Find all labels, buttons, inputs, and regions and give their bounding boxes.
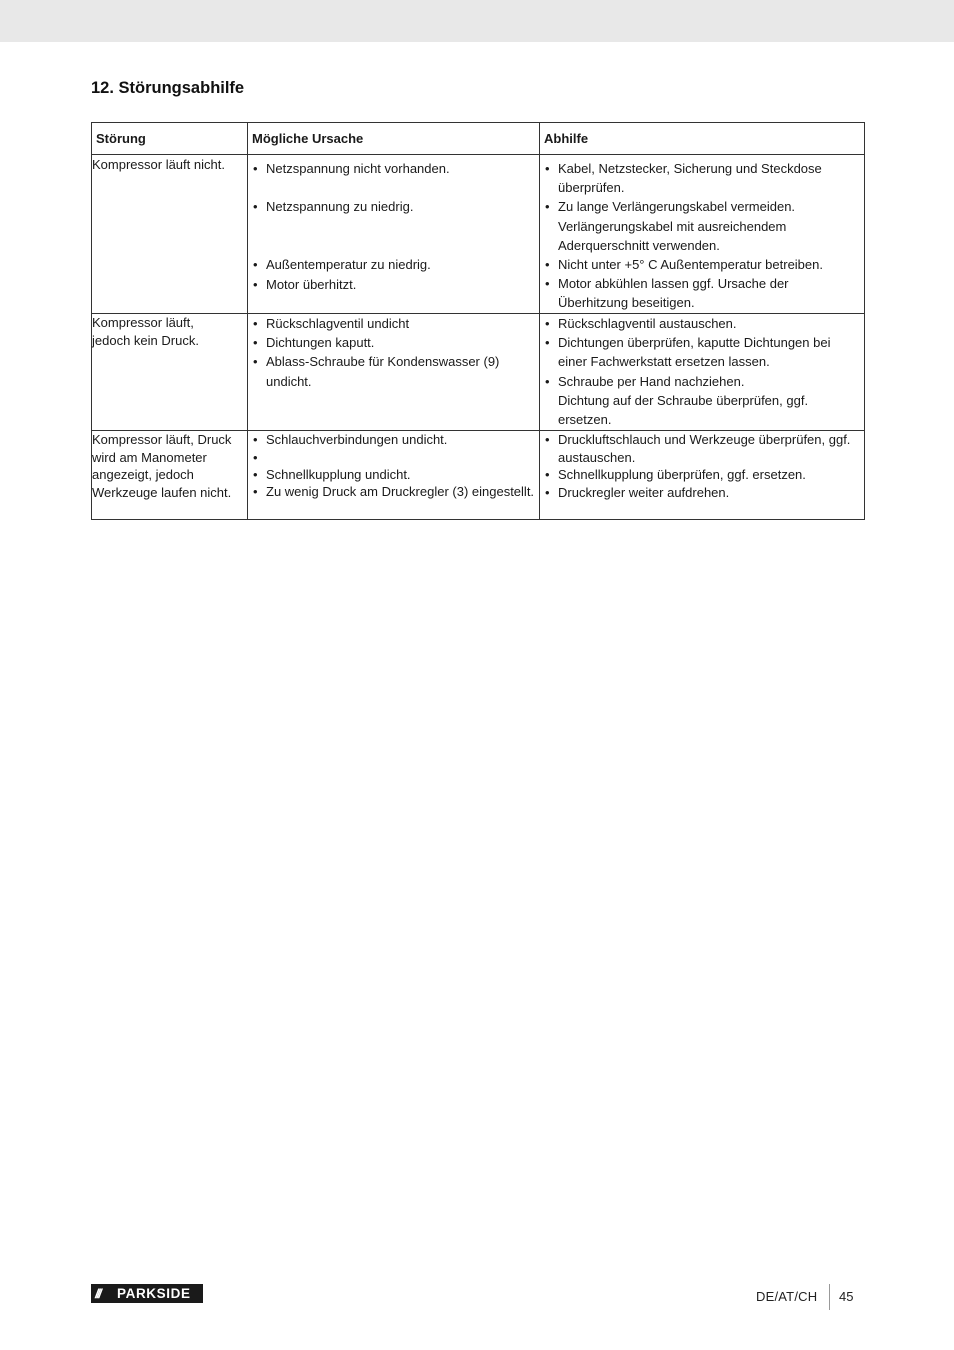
remedy-item: • Schraube per Hand nachziehen. xyxy=(544,372,860,391)
cause-item: • Schnellkupplung undicht. xyxy=(252,466,535,484)
cause-item: • Außentemperatur zu niedrig. xyxy=(252,255,535,274)
page-number: 45 xyxy=(839,1289,854,1304)
section-title: 12. Störungsabhilfe xyxy=(91,79,245,97)
cause-item: • Motor überhitzt. xyxy=(252,275,535,294)
cause-cell xyxy=(248,155,540,314)
cause-item: • Rückschlagventil undicht xyxy=(252,314,535,333)
troubleshooting-table xyxy=(91,122,865,520)
fault-text: Kompressor läuft nicht. xyxy=(92,157,225,172)
header-fault: Störung xyxy=(92,123,248,155)
cause-item: • Ablass-Schraube für Kondenswasser (9) undicht. xyxy=(252,352,535,390)
remedy-cell xyxy=(540,155,865,314)
remedy-cell xyxy=(540,314,865,431)
cause-cell xyxy=(248,431,540,520)
table-header-row xyxy=(92,123,865,155)
remedy-item-continuation: Dichtung auf der Schraube überprüfen, ggf. ersetzen. xyxy=(558,392,809,428)
logo-text: PARKSIDE xyxy=(117,1286,191,1301)
fault-cell xyxy=(92,155,248,314)
cause-item: • Dichtungen kaputt. xyxy=(252,333,535,352)
cause-item: • Netzspannung zu niedrig. xyxy=(252,197,535,216)
table-row xyxy=(92,155,865,314)
remedy-cell xyxy=(540,431,865,520)
remedy-item: • Kabel, Netzstecker, Sicherung und Steckdose überprüfen. xyxy=(544,159,860,197)
fault-cell xyxy=(92,431,248,520)
fault-text: Werkzeuge laufen nicht. xyxy=(92,484,232,500)
logo-slashes: /// xyxy=(95,1286,100,1301)
fault-cell xyxy=(92,314,248,431)
fault-text: angezeigt, jedoch xyxy=(92,467,194,483)
cause-item-empty xyxy=(252,449,535,466)
remedy-item: • Nicht unter +5° C Außentemperatur betreiben. xyxy=(544,255,860,274)
remedy-item: • Dichtungen überprüfen, kaputte Dichtungen bei einer Fachwerkstatt ersetzen lassen. xyxy=(544,333,860,371)
fault-text: Kompressor läuft, xyxy=(92,315,194,330)
table-row xyxy=(92,431,865,520)
remedy-item: • Druckregler weiter aufdrehen. xyxy=(544,484,860,502)
fault-text: Kompressor läuft, Druck xyxy=(92,432,232,447)
remedy-item: • Schnellkupplung überprüfen, ggf. ersetzen. xyxy=(544,466,860,484)
footer-region: DE/AT/CH xyxy=(756,1289,818,1304)
remedy-item: • Motor abkühlen lassen ggf. Ursache der Überhitzung beseitigen. xyxy=(544,274,860,312)
cause-item: • Schlauchverbindungen undicht. xyxy=(252,431,535,449)
table-row xyxy=(92,314,865,431)
remedy-item: • Zu lange Verlängerungskabel vermeiden. Verlängerungskabel mit ausreichendem Aderquerschnitt verwenden. xyxy=(544,197,860,255)
cause-item: • Netzspannung nicht vorhanden. xyxy=(252,159,535,178)
parkside-logo xyxy=(91,1284,203,1303)
header-remedy: Abhilfe xyxy=(540,123,865,155)
cause-cell xyxy=(248,314,540,431)
footer-divider xyxy=(829,1284,830,1310)
remedy-item: • Druckluftschlauch und Werkzeuge überprüfen, ggf. austauschen. xyxy=(544,431,860,466)
fault-text: jedoch kein Druck. xyxy=(92,332,199,348)
top-band xyxy=(0,0,954,42)
fault-text: wird am Manometer xyxy=(92,449,207,465)
header-cause: Mögliche Ursache xyxy=(248,123,540,155)
remedy-item: • Rückschlagventil austauschen. xyxy=(544,314,860,333)
cause-item: • Zu wenig Druck am Druckregler (3) eingestellt. xyxy=(252,483,535,501)
